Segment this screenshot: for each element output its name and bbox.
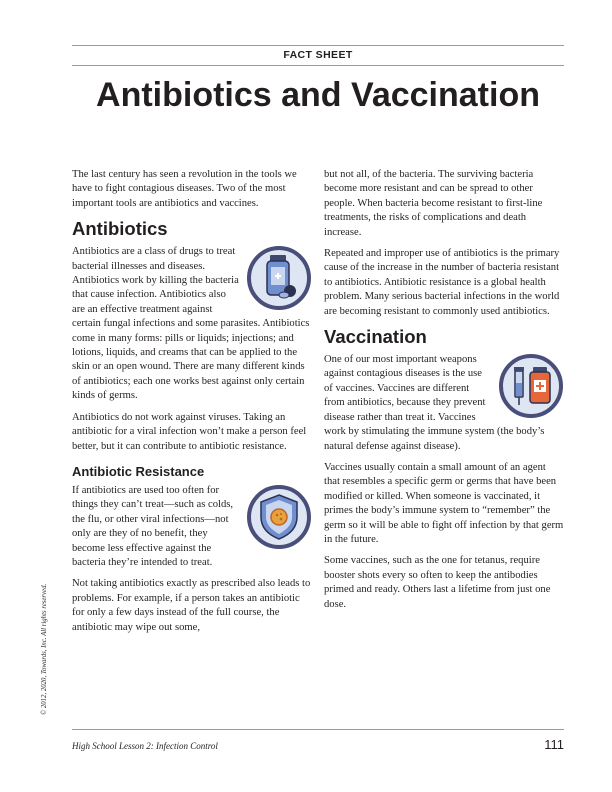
page-number: 111 <box>544 737 564 752</box>
continuation-paragraph: but not all, of the bacteria. The surviving bacteria become more resistant and can be spread to other people. When bacteria become resistant to first-line treatments, the risks of complications and death increase. <box>324 169 543 238</box>
vaccination-paragraph-3: Some vaccines, such as the one for tetanus, require booster shots every so often to keep the antibodies primed and ready. Others last a lifetime from just one dose. <box>324 555 551 610</box>
top-rule <box>72 45 564 46</box>
antibiotic-resistance-heading: Antibiotic Resistance <box>72 463 205 479</box>
vaccination-heading: Vaccination <box>324 326 427 348</box>
antibiotics-paragraph-2: Antibiotics do not work against viruses. Taking an antibiotic for a viral infection won’t make a person feel better, but it can contribute to antibiotic resistance. <box>72 411 307 452</box>
resistance-paragraph-1: If antibiotics are used too often for things they can’t treat—such as colds, the flu, or other viral infections—not only are they of no benefit, they become less effective against the bacteria they’re intended to treat. <box>72 484 234 568</box>
syringe-vial-icon <box>498 353 564 419</box>
resistance-paragraph-2: Not taking antibiotics exactly as prescribed also leads to problems. For example, if a person takes an antibiotic for only a few days instead of the full course, the antibiotic may wipe out some, <box>72 578 311 633</box>
antibiotics-paragraph-1: Antibiotics are a class of drugs to treat bacterial illnesses and diseases. Antibiotics work by killing the bacteria that cause infection. Antibiotics also are an effective treatment against certain fungal infections and some parasites. Antibiotics come in many forms: pills or liquids; injections; and lotions, liquids, and creams that can be applied to the skin or an open wound. There are many different kinds of antibiotics; each one works best against only certain kinds of germs. <box>72 246 310 402</box>
page-title: Antibiotics and Vaccination <box>96 76 540 114</box>
fact-sheet-label: FACT SHEET <box>283 49 353 61</box>
copyright-notice: © 2012, 2020, Towards, Inc. All rights reserved. <box>41 583 48 715</box>
vaccination-paragraph-2: Vaccines usually contain a small amount of an agent that resembles a specific germ or germs that have been modified or killed. When someone is vaccinated, it primes the body’s immune system to “remember” the germ so it will be able to fight off infection by that germ in the future. <box>324 461 564 545</box>
footer-rule <box>72 729 564 730</box>
left-column <box>72 168 312 642</box>
intro-paragraph: The last century has seen a revolution in the tools we have to fight contagious diseases. Two of the most important tools are antibiotics and vaccines. <box>72 169 297 209</box>
right-column <box>324 168 564 619</box>
misuse-paragraph: Repeated and improper use of antibiotics is the primary cause of the increase in the number of bacteria resistant to antibiotics. Antibiotic resistance is a global health problem. Many serious bacterial infections in the world are becoming resistant to commonly used antibiotics. <box>324 248 560 317</box>
footer-lesson-title: High School Lesson 2: Infection Control <box>72 741 218 751</box>
vaccination-paragraph-1: One of our most important weapons against contagious diseases is the use of vaccines. Vaccines are different from antibiotics, because they prevent disease rather than treat it. Vaccines work by stimulating the immune system (the body’s natural defense against disease). <box>324 354 545 452</box>
shield-germ-icon <box>246 484 312 550</box>
header-rule <box>72 65 564 66</box>
antibiotics-heading: Antibiotics <box>72 218 168 240</box>
medicine-bottle-pills-icon <box>246 245 312 311</box>
